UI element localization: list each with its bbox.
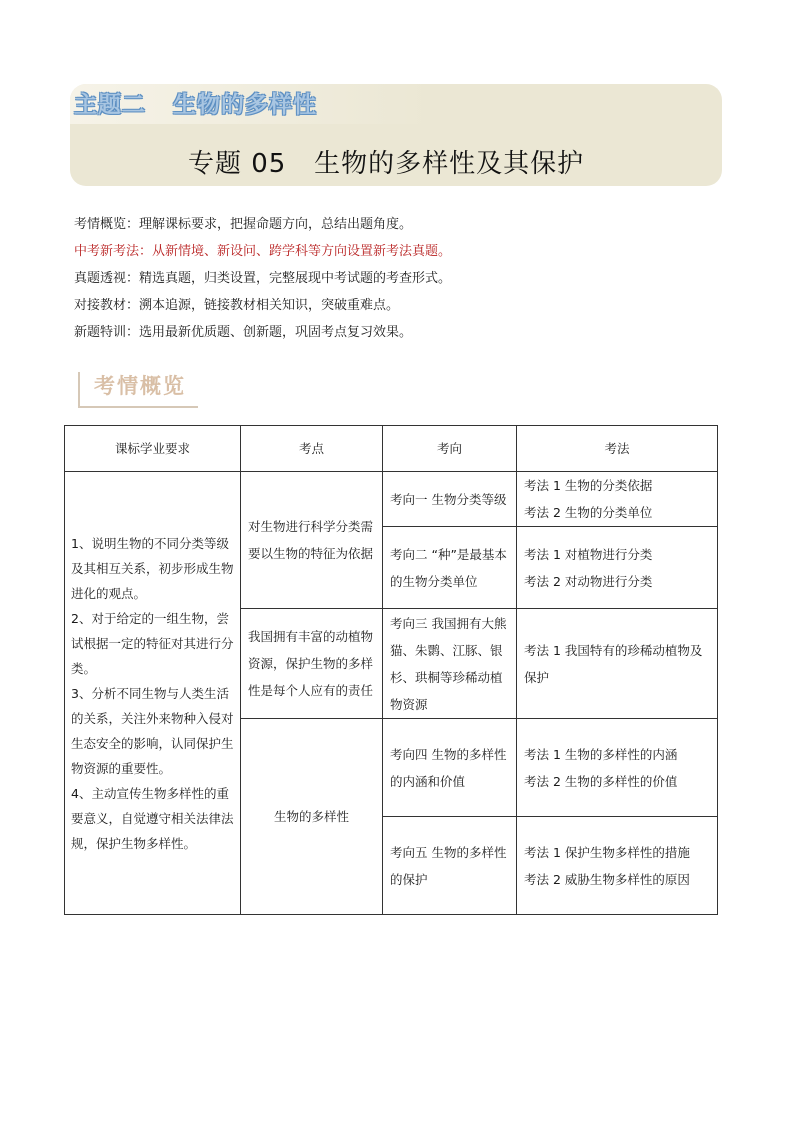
kaodian-cell: 生物的多样性: [241, 719, 383, 915]
header-cell: 考向: [383, 426, 517, 472]
heading-corner-horizontal: [78, 406, 198, 408]
page-title: 专题 05 生物的多样性及其保护: [188, 149, 585, 179]
method-cell: [517, 817, 718, 915]
requirement-item: 4、主动宣传生物多样性的重要意义，自觉遵守相关法律法规，保护生物多样性。: [71, 785, 234, 851]
intro-line-highlight: 中考新考法：从新情境、新设问、跨学科等方向设置新考法真题。: [74, 244, 452, 259]
method-item: 考法 2 威胁生物多样性的原因: [524, 871, 690, 887]
requirement-item: 3、分析不同生物与人类生活的关系，关注外来物种入侵对生态安全的影响，认同保护生物资源的重要性。: [71, 685, 234, 776]
theme-label: 主题二 生物的多样性: [74, 92, 318, 118]
method-item: 考法 2 生物的多样性的价值: [524, 773, 678, 789]
requirement-cell: [65, 472, 241, 915]
intro-line: 真题透视：精选真题，归类设置，完整展现中考试题的考查形式。: [74, 271, 452, 286]
method-item: 考法 1 保护生物多样性的措施: [524, 844, 690, 860]
heading-corner-vertical: [78, 372, 80, 408]
table-header-row: [65, 426, 718, 472]
header-cell: 课标学业要求: [65, 426, 241, 472]
direction-cell: 考向一 生物分类等级: [383, 472, 517, 527]
method-item: 考法 2 对动物进行分类: [524, 573, 653, 589]
kaodian-cell: 我国拥有丰富的动植物资源，保护生物的多样性是每个人应有的责任: [241, 609, 383, 719]
intro-line: 考情概览：理解课标要求，把握命题方向，总结出题角度。: [74, 217, 413, 232]
direction-cell: 考向三 我国拥有大熊猫、朱鹮、江豚、银杉、珙桐等珍稀动植物资源: [383, 609, 517, 719]
requirement-item: 1、说明生物的不同分类等级及其相互关系，初步形成生物进化的观点。: [71, 535, 234, 601]
direction-cell: 考向五 生物的多样性的保护: [383, 817, 517, 915]
method-item: 考法 1 对植物进行分类: [524, 546, 653, 562]
method-cell: [517, 719, 718, 817]
method-cell: [517, 472, 718, 527]
header-cell: 考法: [517, 426, 718, 472]
direction-cell: 考向四 生物的多样性的内涵和价值: [383, 719, 517, 817]
method-item: 考法 1 我国特有的珍稀动植物及保护: [524, 642, 703, 685]
method-item: 考法 2 生物的分类单位: [524, 505, 653, 520]
intro-list: [74, 211, 451, 346]
section-title: 考情概览: [94, 374, 186, 398]
intro-line: 对接教材：溯本追源，链接教材相关知识，突破重难点。: [74, 298, 400, 313]
requirement-item: 2、对于给定的一组生物，尝试根据一定的特征对其进行分类。: [71, 610, 234, 676]
direction-cell: 考向二 “种”是最基本的生物分类单位: [383, 527, 517, 609]
table-row: [65, 472, 718, 527]
kaodian-cell: 对生物进行科学分类需要以生物的特征为依据: [241, 472, 383, 609]
header-cell: 考点: [241, 426, 383, 472]
intro-line: 新题特训：选用最新优质题、创新题，巩固考点复习效果。: [74, 325, 413, 340]
method-item: 考法 1 生物的分类依据: [524, 478, 653, 493]
method-item: 考法 1 生物的多样性的内涵: [524, 746, 678, 762]
method-cell: [517, 527, 718, 609]
section-heading: [78, 368, 208, 408]
method-cell: [517, 609, 718, 719]
overview-table: [64, 425, 718, 915]
